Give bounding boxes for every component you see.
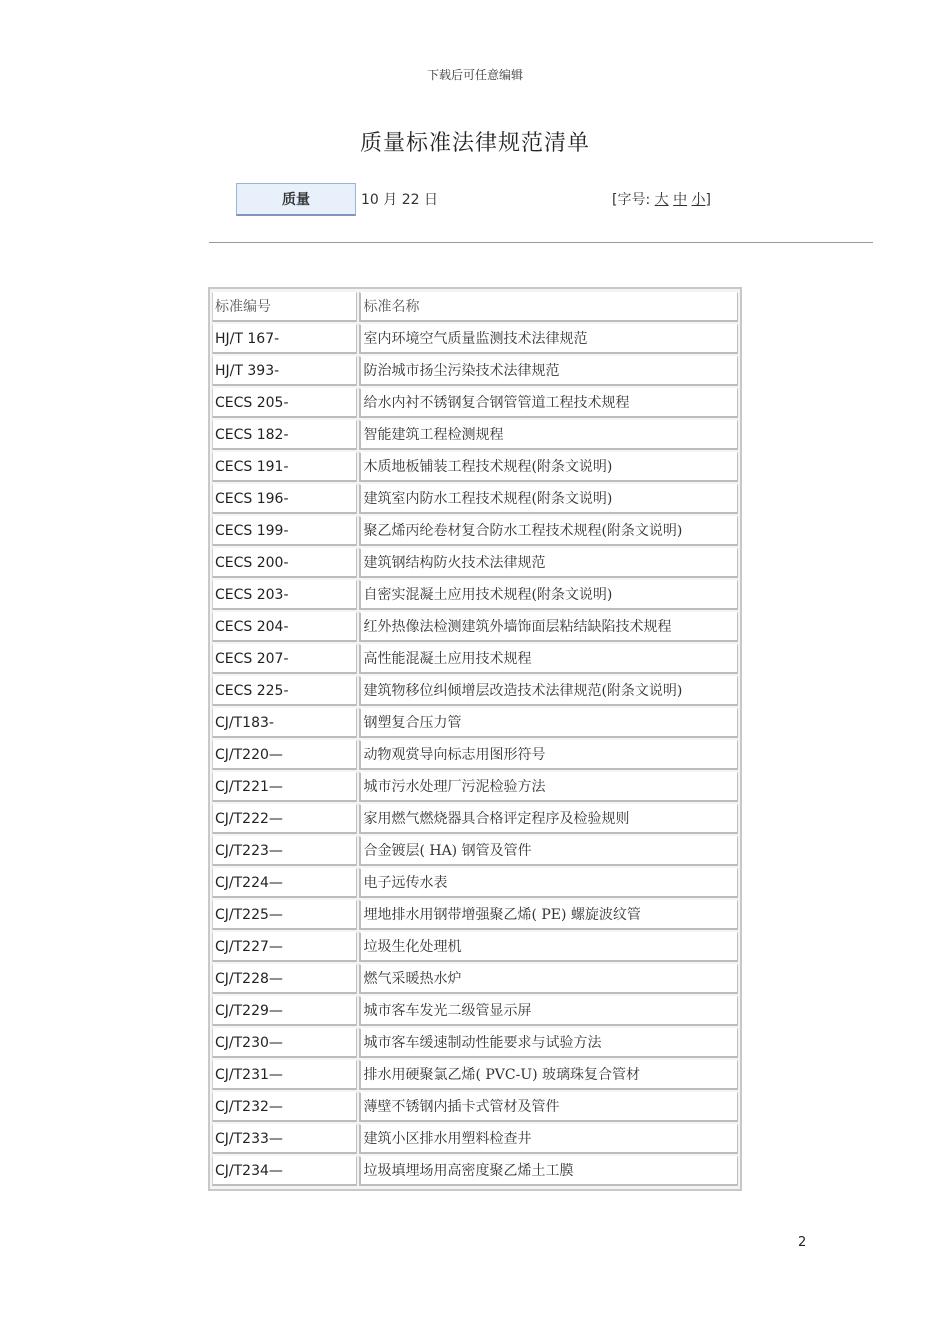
- publish-date: 10 月 22 日: [361, 192, 438, 208]
- table-row: [212, 963, 738, 995]
- standard-code: CJ/T224—: [212, 868, 357, 898]
- table-row: [212, 995, 738, 1027]
- standard-code: CECS 205-: [212, 388, 357, 418]
- header-name: 标准名称: [359, 292, 738, 322]
- table-row: [212, 451, 738, 483]
- standard-name: 给水内衬不锈钢复合钢管管道工程技术规程: [359, 388, 738, 418]
- font-size-medium-link[interactable]: 中: [673, 192, 688, 208]
- standard-code: CJ/T230—: [212, 1028, 357, 1058]
- table-row: [212, 675, 738, 707]
- table-row: [212, 323, 738, 355]
- table-row: [212, 515, 738, 547]
- font-size-control: [612, 189, 711, 209]
- standard-name: 钢塑复合压力管: [359, 708, 738, 738]
- standard-code: CECS 199-: [212, 516, 357, 546]
- standard-code: CJ/T220—: [212, 740, 357, 770]
- standard-name: 木质地板铺装工程技术规程(附条文说明): [359, 452, 738, 482]
- table-row: [212, 579, 738, 611]
- standard-code: CJ/T231—: [212, 1060, 357, 1090]
- standard-name: 燃气采暖热水炉: [359, 964, 738, 994]
- standard-code: HJ/T 393-: [212, 356, 357, 386]
- standard-code: CECS 200-: [212, 548, 357, 578]
- header-note: 下载后可任意编辑: [426, 68, 523, 82]
- page-title: 质量标准法律规范清单: [359, 131, 590, 156]
- table-row: [212, 1091, 738, 1123]
- standard-code: CECS 196-: [212, 484, 357, 514]
- table-row: [212, 835, 738, 867]
- table-body: [212, 323, 738, 1187]
- standard-code: CECS 203-: [212, 580, 357, 610]
- table-row: [212, 483, 738, 515]
- standard-code: CECS 225-: [212, 676, 357, 706]
- standard-name: 高性能混凝土应用技术规程: [359, 644, 738, 674]
- table-row: [212, 707, 738, 739]
- standard-code: CECS 191-: [212, 452, 357, 482]
- table-row: [212, 899, 738, 931]
- header-code: 标准编号: [212, 292, 357, 322]
- font-size-small-link[interactable]: 小: [691, 192, 706, 208]
- table-row: [212, 771, 738, 803]
- table-row: [212, 1059, 738, 1091]
- table-row: [212, 387, 738, 419]
- standard-code: CJ/T229—: [212, 996, 357, 1026]
- standard-code: CJ/T227—: [212, 932, 357, 962]
- standard-code: CJ/T234—: [212, 1156, 357, 1186]
- standard-name: 室内环境空气质量监测技术法律规范: [359, 324, 738, 354]
- standard-name: 建筑钢结构防火技术法律规范: [359, 548, 738, 578]
- table-row: [212, 931, 738, 963]
- standard-code: HJ/T 167-: [212, 324, 357, 354]
- standard-name: 动物观赏导向标志用图形符号: [359, 740, 738, 770]
- table-row: [212, 739, 738, 771]
- standard-name: 合金镀层( HA) 钢管及管件: [359, 836, 738, 866]
- standard-name: 薄壁不锈钢内插卡式管材及管件: [359, 1092, 738, 1122]
- standard-name: 自密实混凝土应用技术规程(附条文说明): [359, 580, 738, 610]
- standard-name: 电子远传水表: [359, 868, 738, 898]
- standard-name: 聚乙烯丙纶卷材复合防水工程技术规程(附条文说明): [359, 516, 738, 546]
- standard-code: CECS 204-: [212, 612, 357, 642]
- table-row: [212, 643, 738, 675]
- standard-name: 防治城市扬尘污染技术法律规范: [359, 356, 738, 386]
- standard-code: CECS 207-: [212, 644, 357, 674]
- standard-code: CECS 182-: [212, 420, 357, 450]
- standard-name: 排水用硬聚氯乙烯( PVC-U) 玻璃珠复合管材: [359, 1060, 738, 1090]
- table-row: [212, 355, 738, 387]
- standard-name: 垃圾生化处理机: [359, 932, 738, 962]
- standard-code: CJ/T232—: [212, 1092, 357, 1122]
- standard-name: 智能建筑工程检测规程: [359, 420, 738, 450]
- font-size-large-link[interactable]: 大: [654, 192, 669, 208]
- table-row: [212, 867, 738, 899]
- standard-code: CJ/T233—: [212, 1124, 357, 1154]
- page-number: 2: [798, 1235, 807, 1250]
- standard-name: 红外热像法检测建筑外墙饰面层粘结缺陷技术规程: [359, 612, 738, 642]
- standard-code: CJ/T228—: [212, 964, 357, 994]
- table-header-row: [212, 291, 738, 323]
- table-row: [212, 547, 738, 579]
- font-size-suffix: ]: [705, 192, 712, 208]
- standard-code: CJ/T225—: [212, 900, 357, 930]
- standard-code: CJ/T183-: [212, 708, 357, 738]
- standard-name: 建筑室内防水工程技术规程(附条文说明): [359, 484, 738, 514]
- table-row: [212, 803, 738, 835]
- standard-name: 城市污水处理厂污泥检验方法: [359, 772, 738, 802]
- standard-code: CJ/T222—: [212, 804, 357, 834]
- standard-name: 埋地排水用钢带增强聚乙烯( PE) 螺旋波纹管: [359, 900, 738, 930]
- standard-name: 家用燃气燃烧器具合格评定程序及检验规则: [359, 804, 738, 834]
- standard-code: CJ/T223—: [212, 836, 357, 866]
- table-row: [212, 611, 738, 643]
- standard-name: 城市客车发光二级管显示屏: [359, 996, 738, 1026]
- table-row: [212, 1123, 738, 1155]
- standard-name: 城市客车缓速制动性能要求与试验方法: [359, 1028, 738, 1058]
- standard-name: 垃圾填埋场用高密度聚乙烯土工膜: [359, 1156, 738, 1186]
- standards-table: [208, 287, 742, 1191]
- table-row: [212, 419, 738, 451]
- category-label: 质量: [236, 183, 356, 216]
- table-row: [212, 1027, 738, 1059]
- font-size-prefix: [字号:: [612, 192, 655, 208]
- standard-name: 建筑小区排水用塑料检查井: [359, 1124, 738, 1154]
- table-row: [212, 1155, 738, 1187]
- standard-name: 建筑物移位纠倾增层改造技术法律规范(附条文说明): [359, 676, 738, 706]
- divider: [209, 242, 873, 243]
- standard-code: CJ/T221—: [212, 772, 357, 802]
